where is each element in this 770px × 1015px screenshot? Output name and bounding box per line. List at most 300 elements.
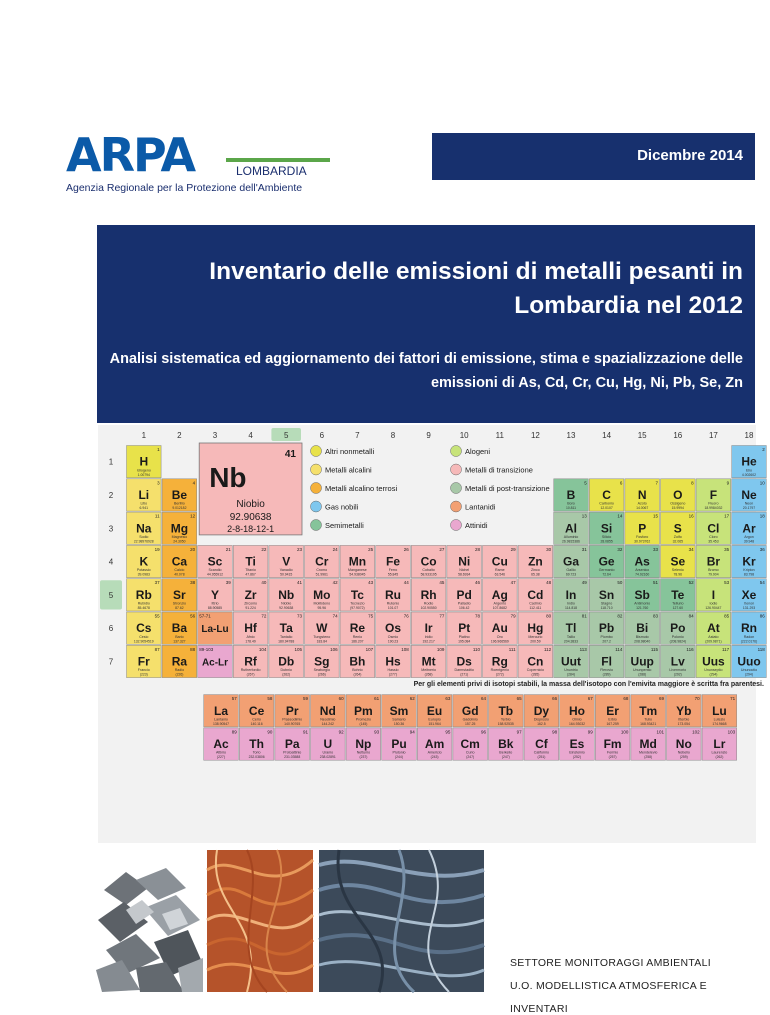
element-number: 112 <box>544 646 552 652</box>
element-symbol: Tl <box>565 621 577 636</box>
element-symbol: Br <box>706 554 721 569</box>
metal-cables-photo <box>319 850 484 992</box>
element-mass: (288) <box>638 672 647 677</box>
element-name: Meitnerio <box>421 668 436 673</box>
group-number: 13 <box>566 431 576 440</box>
element-mass: 54.938045 <box>349 572 366 577</box>
featured-config: 2-8-18-12-1 <box>227 524 275 534</box>
element-number: 59 <box>302 696 308 702</box>
element-number: 96 <box>480 729 486 735</box>
group-number: 9 <box>426 431 431 440</box>
element-mass: (258) <box>644 755 653 760</box>
legend-swatch <box>451 446 462 457</box>
element-symbol: Rg <box>491 654 508 669</box>
element-name: Calcio <box>174 568 185 573</box>
element-symbol: Ti <box>245 554 256 569</box>
element-mass: 22.98976928 <box>133 539 154 544</box>
element-name: Rutherfordio <box>240 668 261 673</box>
element-number: 78 <box>474 613 480 619</box>
legend-label: Metalli alcalino terrosi <box>325 484 398 493</box>
element-symbol: Cd <box>527 587 544 602</box>
element-number: 27 <box>439 546 445 552</box>
element-name: Argon <box>744 534 754 539</box>
report-date: Dicembre 2014 <box>637 147 743 164</box>
element-symbol: As <box>634 554 650 569</box>
element-symbol: Lr <box>713 737 726 752</box>
element-number: 32 <box>617 546 623 552</box>
element-mass: (247) <box>466 755 475 760</box>
element-mass: 126.90447 <box>705 606 722 610</box>
element-name: Rubidio <box>137 601 150 606</box>
element-symbol: Mg <box>170 521 189 536</box>
group-number: 11 <box>495 431 504 440</box>
element-name: Platino <box>458 634 470 639</box>
element-symbol: Rf <box>244 654 257 669</box>
element-symbol: Ag <box>491 587 508 602</box>
series-label: Ac-Lr <box>201 657 229 669</box>
element-symbol: W <box>316 621 328 636</box>
series-label: La-Lu <box>201 624 229 636</box>
element-mass: 58.933195 <box>420 572 437 577</box>
series-range: 89-103 <box>199 646 214 652</box>
element-mass: (289) <box>602 672 611 677</box>
element-mass: (251) <box>537 755 546 760</box>
element-number: 50 <box>617 580 623 586</box>
element-symbol: Ta <box>279 621 293 636</box>
element-number: 34 <box>688 546 694 552</box>
element-number: 3 <box>157 480 160 486</box>
element-mass: (268) <box>424 672 433 677</box>
element-number: 14 <box>617 513 623 519</box>
element-mass: 1.00794 <box>137 472 150 477</box>
element-symbol: Ho <box>569 703 585 718</box>
element-number: 56 <box>190 613 196 619</box>
legend-swatch <box>311 483 322 494</box>
element-name: Cloro <box>709 534 718 539</box>
element-mass: 178.49 <box>245 639 256 644</box>
element-number: 93 <box>374 729 380 735</box>
element-number: 70 <box>694 696 700 702</box>
group-number: 5 <box>283 431 289 440</box>
element-name: Stronzio <box>172 601 186 606</box>
element-symbol: Sc <box>207 554 223 569</box>
element-number: 69 <box>658 696 664 702</box>
element-name: Astato <box>708 634 719 639</box>
element-number: 71 <box>730 696 736 702</box>
element-mass: (294) <box>745 672 753 677</box>
element-mass: 92.90638 <box>279 606 294 610</box>
element-mass: 180.94788 <box>278 639 295 644</box>
element-mass: 50.9415 <box>280 572 293 577</box>
element-symbol: Y <box>210 587 220 602</box>
element-name: Tecnezio <box>350 601 365 606</box>
element-symbol: P <box>638 521 647 536</box>
element-symbol: Rn <box>741 621 757 636</box>
series-range: 57-71 <box>199 613 211 619</box>
element-symbol: Sb <box>634 587 650 602</box>
element-symbol: Fm <box>603 737 622 752</box>
element-name: Osmio <box>387 634 399 639</box>
element-symbol: At <box>707 621 720 636</box>
element-name: Flerovio <box>600 668 613 673</box>
element-name: Scandio <box>208 568 222 573</box>
element-name: Laurenzio <box>711 750 728 755</box>
element-number: 100 <box>620 729 629 735</box>
legend-label: Gas nobili <box>325 502 359 512</box>
element-mass: 69.723 <box>565 572 577 577</box>
element-name: Torio <box>252 750 261 755</box>
element-symbol: Cr <box>315 554 329 569</box>
period-number: 5 <box>108 590 114 600</box>
element-mass: 164.93032 <box>568 721 586 726</box>
element-number: 63 <box>445 696 451 702</box>
element-name: Radon <box>743 634 755 639</box>
element-number: 51 <box>652 580 658 586</box>
element-symbol: V <box>282 554 291 569</box>
element-mass: 6.941 <box>139 506 149 511</box>
element-number: 48 <box>546 580 552 586</box>
element-symbol: Si <box>600 521 613 536</box>
element-mass: 183.84 <box>316 639 327 644</box>
element-symbol: Al <box>565 521 577 536</box>
element-mass: 186.207 <box>351 639 364 644</box>
element-mass: 55.845 <box>387 572 399 577</box>
element-number: 37 <box>154 580 160 586</box>
element-symbol: Mt <box>421 654 436 669</box>
logo-agency-name: Agenzia Regionale per la Protezione dell'Ambiente <box>66 182 303 194</box>
element-symbol: Sg <box>314 654 330 669</box>
element-mass: (257) <box>608 755 617 760</box>
legend-swatch <box>311 446 322 457</box>
element-name: Alluminio <box>563 534 579 539</box>
element-name: Lantanio <box>214 717 228 722</box>
featured-symbol: Nb <box>209 462 247 493</box>
element-symbol: Ir <box>424 621 433 636</box>
element-mass: (294) <box>709 672 718 677</box>
element-symbol: Zn <box>528 554 543 569</box>
element-number: 105 <box>294 646 302 652</box>
element-name: Renio <box>352 634 363 639</box>
element-name: Litio <box>140 501 148 506</box>
element-number: 102 <box>692 729 700 735</box>
element-number: 21 <box>225 546 231 552</box>
legend-label: Metalli di post-transizione <box>465 484 550 493</box>
element-symbol: H <box>139 454 149 469</box>
element-symbol: Xe <box>741 587 757 602</box>
element-symbol: Pu <box>391 737 407 752</box>
element-mass: 26.9815386 <box>562 539 580 544</box>
element-number: 54 <box>759 580 765 586</box>
element-mass: 58.6934 <box>458 572 471 577</box>
element-number: 108 <box>401 646 409 652</box>
element-number: 111 <box>508 646 516 652</box>
element-symbol: Gd <box>461 703 479 718</box>
element-name: Cesio <box>139 634 149 639</box>
element-symbol: Np <box>355 737 372 752</box>
element-number: 107 <box>365 646 374 652</box>
element-name: Tulio <box>644 717 653 722</box>
element-symbol: Li <box>138 487 150 502</box>
element-number: 35 <box>724 546 730 552</box>
element-name: Bohrio <box>352 668 363 673</box>
element-number: 90 <box>267 729 273 735</box>
footer-unit: U.O. MODELLISTICA ATMOSFERICA E <box>510 980 707 992</box>
element-symbol: Lu <box>712 703 727 718</box>
element-symbol: Eu <box>426 703 443 718</box>
element-mass: 207.2 <box>602 639 611 644</box>
element-number: 1 <box>157 447 160 452</box>
element-name: Niobio <box>281 601 292 606</box>
element-symbol: S <box>673 521 682 536</box>
element-name: Palladio <box>457 601 471 606</box>
element-number: 29 <box>510 546 516 552</box>
element-symbol: F <box>709 487 718 502</box>
element-mass: 195.084 <box>458 639 471 644</box>
element-symbol: Fl <box>601 654 612 669</box>
element-name: Fermio <box>607 750 619 755</box>
element-number: 65 <box>516 696 522 702</box>
element-name: Olmio <box>572 717 582 722</box>
element-number: 58 <box>267 696 273 702</box>
element-number: 10 <box>759 480 765 486</box>
element-mass: 47.867 <box>245 572 256 577</box>
element-symbol: Er <box>606 703 619 718</box>
element-name: Oro <box>496 634 503 639</box>
element-mass: 140.90765 <box>284 721 301 726</box>
element-mass: 173.054 <box>677 721 690 726</box>
element-symbol: Ce <box>248 703 265 718</box>
report-title: Inventario delle emissioni di metalli pesanti in Lombardia nel 2012 <box>209 258 743 319</box>
element-symbol: O <box>673 487 683 502</box>
element-mass: (145) <box>359 721 368 726</box>
element-number: 81 <box>581 613 587 619</box>
element-symbol: Kr <box>742 554 756 569</box>
group-number: 10 <box>459 431 469 440</box>
element-mass: 127.60 <box>672 606 683 610</box>
legend-swatch <box>451 483 462 494</box>
element-mass: 137.327 <box>173 639 186 644</box>
element-mass: 112.411 <box>529 606 542 610</box>
element-name: Berkelio <box>499 750 513 755</box>
element-mass: 74.92160 <box>635 572 650 577</box>
element-mass: 9.012182 <box>172 506 187 511</box>
element-mass: 231.03588 <box>284 755 301 760</box>
element-number: 117 <box>722 646 730 652</box>
legend-swatch <box>311 520 322 531</box>
element-number: 23 <box>296 546 302 552</box>
logo-green-bar <box>226 158 330 162</box>
element-name: Xenon <box>743 601 755 606</box>
element-number: 97 <box>516 729 522 735</box>
element-symbol: He <box>741 454 757 469</box>
legend-label: Metalli di transizione <box>465 465 533 475</box>
element-name: Erbio <box>608 717 617 722</box>
element-mass: (277) <box>389 672 397 677</box>
legend-label: Alogeni <box>465 447 491 456</box>
element-name: Titanio <box>245 568 256 573</box>
element-mass: 18.9984032 <box>704 506 723 511</box>
element-name: Rame <box>495 568 505 573</box>
element-symbol: B <box>566 487 576 502</box>
element-name: Fluoro <box>708 501 719 506</box>
element-mass: 190.23 <box>387 639 399 644</box>
element-name: Terbio <box>500 717 511 722</box>
element-name: Nichel <box>459 568 470 573</box>
element-number: 113 <box>579 646 587 652</box>
element-number: 4 <box>192 480 196 486</box>
element-symbol: Au <box>491 621 508 636</box>
element-mass: 200.59 <box>530 639 541 644</box>
footer-sector: SETTORE MONITORAGGI AMBIENTALI <box>510 957 711 969</box>
element-mass: 15.9994 <box>671 506 684 511</box>
element-name: Tellurio <box>672 601 684 606</box>
element-mass: (97.9072) <box>350 606 365 610</box>
element-symbol: Mn <box>348 554 367 569</box>
element-symbol: Uut <box>561 654 581 669</box>
element-name: Roentgenio <box>490 668 509 673</box>
legend-label: Altri nonmetalli <box>325 447 375 456</box>
element-mass: (272) <box>495 672 504 677</box>
element-name: Germanio <box>598 568 615 573</box>
element-name: Bromo <box>708 568 719 573</box>
element-mass: 10.811 <box>565 506 577 511</box>
element-name: Nettunio <box>356 750 371 755</box>
element-number: 41 <box>296 580 302 586</box>
element-name: Hassio <box>387 668 399 673</box>
element-number: 42 <box>332 580 338 586</box>
element-symbol: Pr <box>285 703 299 718</box>
element-mass: 72.64 <box>602 572 611 577</box>
element-name: Zinco <box>531 568 540 573</box>
element-number: 84 <box>688 613 694 619</box>
element-symbol: Na <box>136 521 152 536</box>
zinc-scrap-photo <box>96 850 203 992</box>
element-mass: (244) <box>395 755 403 760</box>
element-number: 43 <box>368 580 374 586</box>
element-mass: 102.90550 <box>420 606 437 610</box>
element-symbol: Es <box>569 737 585 752</box>
element-number: 115 <box>650 646 658 652</box>
element-symbol: Co <box>420 554 437 569</box>
element-number: 45 <box>439 580 445 586</box>
element-mass: 85.4678 <box>137 606 150 610</box>
element-mass: (208.9824) <box>669 639 687 644</box>
element-symbol: Lv <box>670 654 685 669</box>
element-number: 68 <box>623 696 629 702</box>
element-symbol: Ac <box>213 737 229 752</box>
element-mass: (262) <box>715 755 724 760</box>
element-number: 30 <box>546 546 552 552</box>
element-number: 86 <box>759 613 765 619</box>
element-name: Selenio <box>671 568 684 573</box>
element-symbol: Uuo <box>737 654 761 669</box>
logo-region: LOMBARDIA <box>236 164 307 178</box>
element-number: 26 <box>403 546 409 552</box>
element-mass: (262) <box>282 672 291 677</box>
element-mass: 65.38 <box>531 572 540 577</box>
element-name: Einsteinio <box>569 750 585 755</box>
element-mass: 14.0067 <box>636 506 649 511</box>
element-name: Protoattinio <box>283 750 302 755</box>
legend-swatch <box>451 464 462 475</box>
element-symbol: No <box>675 737 692 752</box>
element-mass: (271) <box>460 672 469 677</box>
element-symbol: Ds <box>456 654 472 669</box>
element-number: 46 <box>474 580 480 586</box>
element-number: 38 <box>190 580 196 586</box>
element-number: 74 <box>332 613 338 619</box>
element-symbol: Pa <box>284 737 300 752</box>
element-symbol: Am <box>424 737 445 752</box>
element-number: 19 <box>154 546 160 552</box>
element-name: Vanadio <box>279 568 293 573</box>
element-symbol: Nd <box>319 703 336 718</box>
element-mass: 35.453 <box>708 539 719 544</box>
element-symbol: Th <box>249 737 264 752</box>
element-name: Lutezio <box>713 717 726 722</box>
period-number: 7 <box>108 657 114 667</box>
element-mass: (284) <box>567 672 575 677</box>
element-symbol: Sm <box>389 703 409 718</box>
element-name: Dubnio <box>280 668 292 673</box>
period-number: 3 <box>108 524 114 534</box>
legend-label: Metalli alcalini <box>325 465 372 475</box>
element-name: Samario <box>392 717 406 722</box>
element-symbol: K <box>139 554 149 569</box>
element-mass: 88.90585 <box>207 606 223 610</box>
element-symbol: Cn <box>527 654 544 669</box>
arpa-logo <box>66 130 366 200</box>
element-symbol: Mo <box>313 587 331 602</box>
element-mass: 157.25 <box>465 721 476 726</box>
element-name: Magnesio <box>171 534 188 539</box>
element-mass: (267) <box>246 672 255 677</box>
group-number: 7 <box>355 431 360 440</box>
element-number: 8 <box>691 480 694 486</box>
footer-unit-cont: INVENTARI <box>510 1003 568 1015</box>
element-mass: 39.948 <box>743 539 755 544</box>
element-symbol: Rh <box>420 587 437 602</box>
element-symbol: In <box>565 587 577 602</box>
element-mass: 39.0983 <box>137 572 150 577</box>
element-mass: (223) <box>139 672 148 677</box>
element-mass: 30.973762 <box>634 539 651 544</box>
group-number: 3 <box>212 431 218 440</box>
element-symbol: Uus <box>702 654 725 669</box>
group-number: 8 <box>390 431 396 440</box>
element-mass: 150.36 <box>393 721 405 726</box>
logo-brand: ARPA <box>66 128 195 182</box>
legend-swatch <box>451 501 462 512</box>
element-number: 101 <box>656 729 664 735</box>
element-mass: (237) <box>359 755 368 760</box>
element-mass: 32.065 <box>672 539 683 544</box>
element-symbol: N <box>637 487 647 502</box>
group-number: 18 <box>744 431 754 440</box>
element-symbol: Hg <box>527 621 544 636</box>
element-number: 109 <box>436 646 445 652</box>
element-name: Idrogeno <box>136 468 151 473</box>
featured-mass: 92.90638 <box>229 512 272 523</box>
element-name: Molibdeno <box>313 601 331 606</box>
element-name: Tungsteno <box>313 634 331 639</box>
element-symbol: Bk <box>498 737 514 752</box>
group-number: 14 <box>602 431 612 440</box>
element-name: Darmstadtio <box>454 668 474 673</box>
element-name: Copernicio <box>526 668 544 673</box>
element-mass: 192.217 <box>422 639 435 644</box>
periodic-table-svg <box>98 425 765 843</box>
